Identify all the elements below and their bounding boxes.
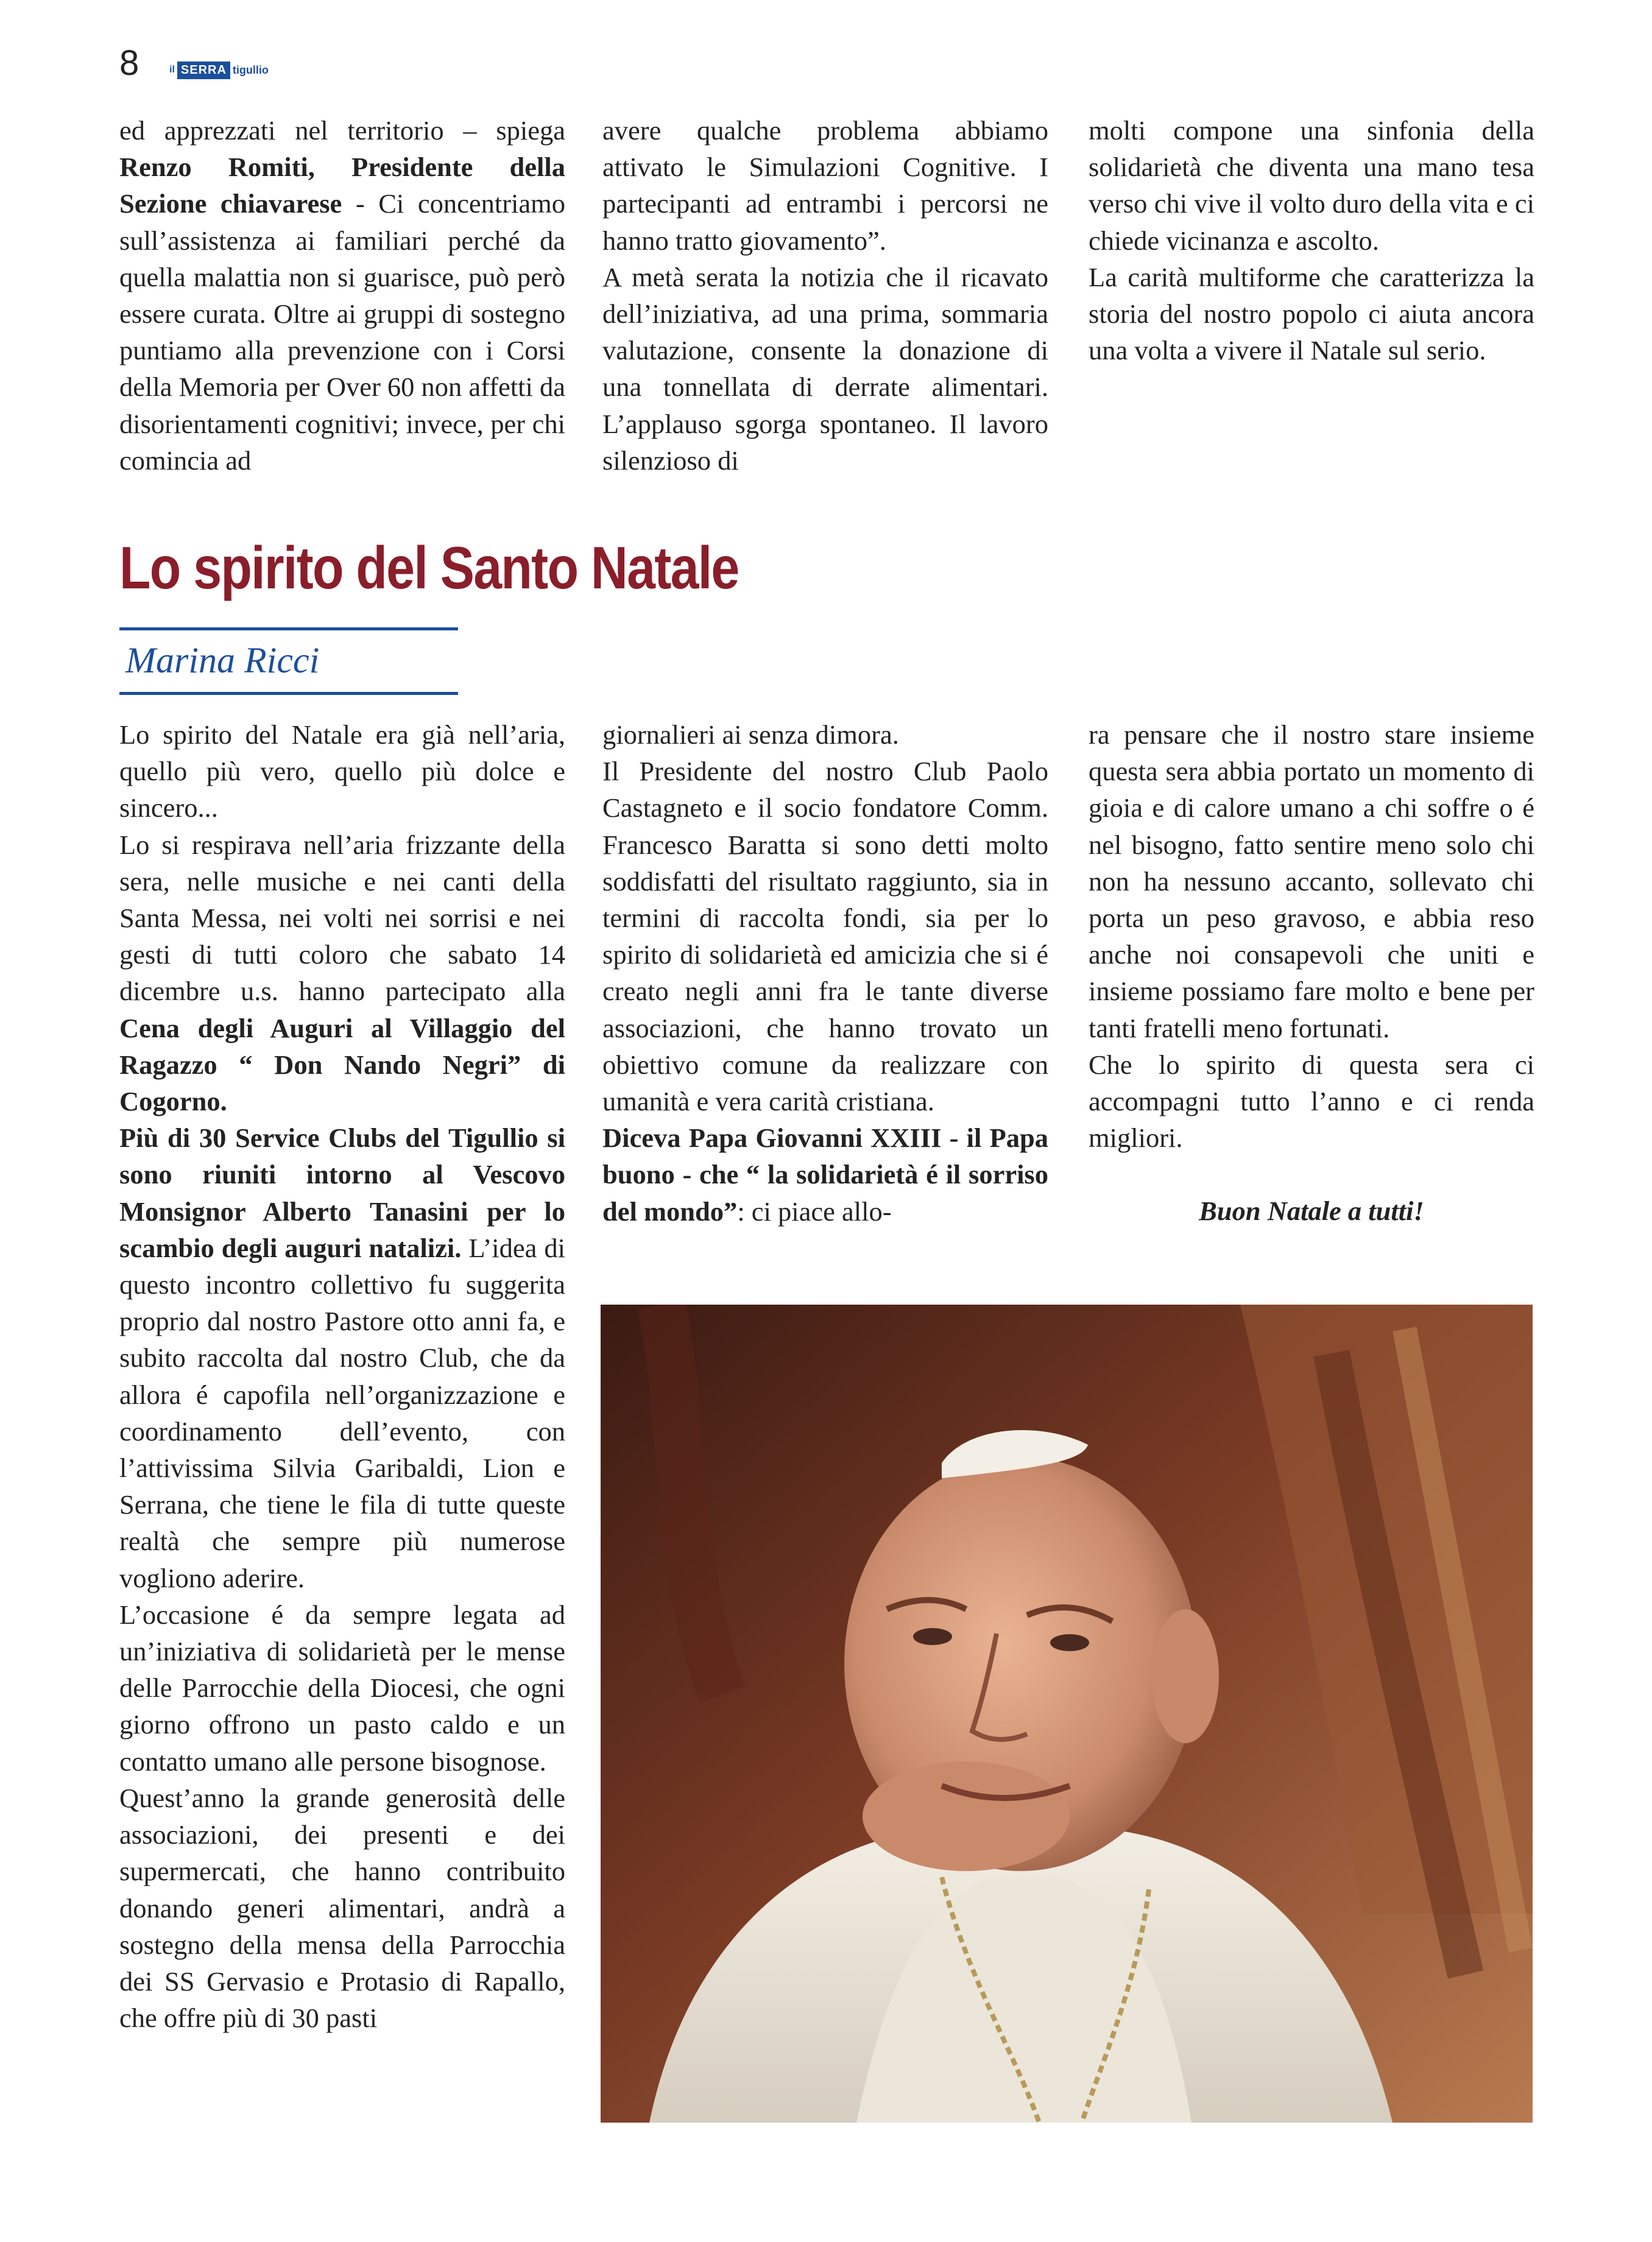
logo-suffix: tigullio — [232, 63, 269, 76]
title-rule-bottom — [119, 692, 458, 695]
bold-run: Renzo Romiti, Presidente della Sezione chiavarese — [119, 152, 565, 219]
logo-main: SERRA — [177, 62, 230, 79]
article-title: Lo spirito del Santo Natale — [119, 534, 739, 601]
top-col3-paragraph-2: La carità multiforme che caratterizza la storia del nostro popolo ci aiuta ancora una volta a vivere il Natale sul serio. — [1089, 261, 1534, 366]
portrait-illustration — [601, 1305, 1533, 2123]
text-run: : ci piace allo- — [737, 1196, 892, 1227]
title-rule-top — [119, 627, 458, 630]
top-col2-paragraph-1: avere qualche problema abbiamo attivato le Simulazioni Cognitive. I partecipanti ad entrambi i percorsi ne hanno tratto giovamento”. — [602, 115, 1048, 256]
article-paragraph: giornalieri ai senza dimora. — [602, 719, 899, 750]
top-col1-paragraph — [119, 112, 565, 479]
article-paragraph: ra pensare che il nostro stare insieme questa sera abbia portato un momento di gioia e di calore umano a chi soffre o é nel bisogno, fatto sentire meno solo chi non ha nessuno accanto, sollevato chi porta un peso gravoso, e abbia reso anche noi consapevoli che uniti e insieme possiamo fare molto e bene per tanti fratelli meno fortunati. — [1089, 719, 1534, 1043]
top-column-1 — [119, 112, 565, 479]
bold-run: Più di 30 Service Clubs del Tigullio si sono riuniti intorno al Vescovo Monsignor Alberto Tanasini per lo scambio degli auguri natalizi. — [119, 1123, 565, 1263]
top-column-2 — [602, 112, 1048, 479]
article-paragraph: Lo spirito del Natale era già nell’aria, quello più vero, quello più dolce e sincero... — [119, 719, 565, 823]
article-paragraph: Quest’anno la grande generosità delle associazioni, dei presenti e dei supermercati, che hanno contribuito donando generi alimentari, andrà a sostegno della mensa della Parrocchia dei SS Gervasio e Protasio di Rapallo, che offre più di 30 pasti — [119, 1782, 565, 2034]
page-number: 8 — [119, 43, 139, 83]
bold-run: Diceva Papa Giovanni XXIII - il Papa buono - che “ la solidarietà é il sorriso del mondo” — [602, 1123, 1048, 1227]
article-column-2 — [602, 716, 1048, 1230]
article-author: Marina Ricci — [125, 640, 320, 680]
pope-portrait-photo — [601, 1305, 1533, 2123]
logo-prefix: il — [169, 65, 175, 75]
bold-run: Cena degli Auguri al Villaggio del Ragazzo “ Don Nando Negri” di Cogorno. — [119, 1012, 565, 1117]
closing-greeting: Buon Natale a tutti! — [1199, 1196, 1424, 1227]
article-paragraph — [119, 1119, 565, 1596]
text-run: L’idea di questo incontro collettivo fu suggerita proprio dal nostro Pastore otto anni fa, e subito raccolta dal nostro Club, che da allora é capofila nell’organizzazione e coordinamento dell’evento, con l’attivissima Silvia Garibaldi, Lion e Serrana, che tiene le fila di tutte queste realtà che sempre più numerose vogliono aderire. — [119, 1232, 565, 1593]
top-col3-paragraph-1: molti compone una sinfonia della solidarietà che diventa una mano tesa verso chi vive il volto duro della vita e ci chiede vicinanza e ascolto. — [1089, 115, 1534, 256]
article-paragraph: L’occasione é da sempre legata ad un’iniziativa di solidarietà per le mense delle Parrocchie della Diocesi, che ogni giorno offrono un pasto caldo e un contatto umano alle persone bisognose. — [119, 1599, 565, 1777]
top-column-3 — [1089, 112, 1534, 368]
article-paragraph: Che lo spirito di questa sera ci accompagni tutto l’anno e ci renda migliori. — [1089, 1049, 1534, 1154]
top-col2-paragraph-2: A metà serata la notizia che il ricavato dell’iniziativa, ad una prima, sommaria valutazione, consente la donazione di una tonnellata di derrate alimentari. L’applauso sgorga spontaneo. Il lavoro silenzioso di — [602, 261, 1048, 476]
article-paragraph — [602, 1119, 1048, 1230]
article-column-3 — [1089, 716, 1534, 1230]
article-column-1 — [119, 716, 565, 2036]
magazine-logo — [169, 58, 269, 82]
article-paragraph — [119, 827, 565, 1120]
text-run: - Ci concentriamo sull’assistenza ai familiari perché da quella malattia non si guarisce, può però essere curata. Oltre ai gruppi di sostegno puntiamo alla prevenzione con i Corsi della Memoria per Over 60 non affetti da disorientamenti cognitivi; invece, per chi comincia ad — [119, 188, 566, 476]
text-run: Lo si respirava nell’aria frizzante della sera, nelle musiche e nei canti della Santa Messa, nei volti nei sorrisi e nei gesti di tutti coloro che sabato 14 dicembre u.s. hanno partecipato alla — [119, 829, 565, 1007]
text-run: ed apprezzati nel territorio – spiega — [119, 115, 565, 146]
article-paragraph: Il Presidente del nostro Club Paolo Castagneto e il socio fondatore Comm. Francesco Baratta si sono detti molto soddisfatti del risultato raggiunto, sia in termini di raccolta fondi, sia per lo spirito di solidarietà ed amicizia che si é creato negli anni fra le tante diverse associazioni, che hanno trovato un obiettivo comune da realizzare con umanità e vera carità cristiana. — [602, 756, 1048, 1117]
